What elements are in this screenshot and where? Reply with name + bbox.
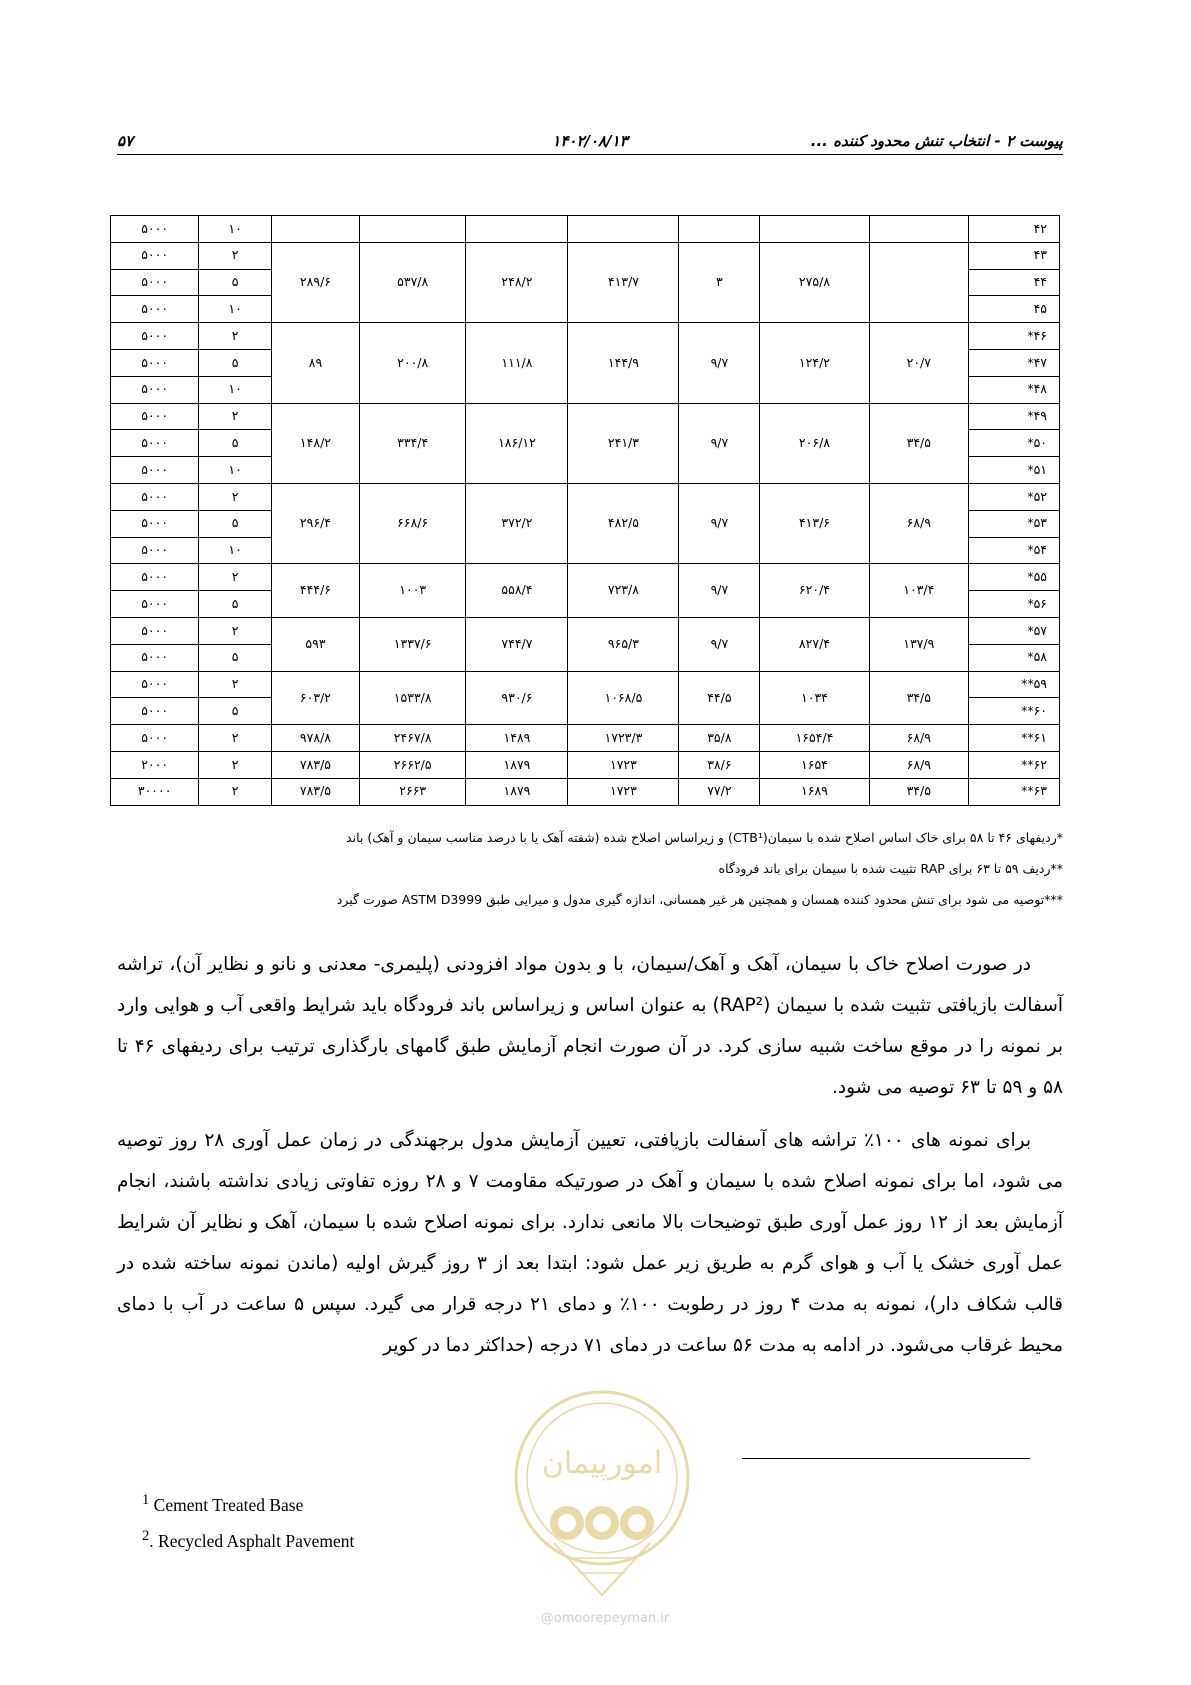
table-cell: ۲۴۸/۲ (466, 242, 568, 322)
table-note-2: **ردیف ۵۹ تا ۶۳ برای RAP تثبیت شده با سیمان برای باند فرودگاه (718, 861, 1063, 876)
table-cell: ۱۶۵۴ (760, 751, 869, 778)
table-cell: ۶۰۳/۲ (271, 671, 359, 725)
table-cell: ۱۰۰۳ (359, 564, 465, 618)
table-cell: ۲ (199, 242, 272, 269)
table-cell: ۵۰۰۰ (111, 483, 199, 510)
table-cell: ۹۳۰/۶ (466, 671, 568, 725)
row-id: ۴۷* (969, 349, 1060, 376)
table-cell: ۱۵۳۳/۸ (359, 671, 465, 725)
row-id: ۴۸* (969, 376, 1060, 403)
table-cell: ۱۳۳۷/۶ (359, 617, 465, 671)
row-id: ۵۹** (969, 671, 1060, 698)
row-id: ۴۶* (969, 323, 1060, 350)
table-cell: ۱۴۴/۹ (568, 323, 679, 403)
table-cell: ۵ (199, 269, 272, 296)
table-cell: ۱۴۸/۲ (271, 403, 359, 483)
row-id: ۴۹* (969, 403, 1060, 430)
table-cell: ۳ (679, 242, 760, 322)
table-cell: ۲ (199, 725, 272, 752)
paragraph: در صورت اصلاح خاک با سیمان، آهک و آهک/سیمان، با و بدون مواد افزودنی (پلیمری- معدنی و نانو و نظایر آن)، تراشه آسفالت بازیافتی تثبیت شده با سیمان (RAP²) به عنوان اساس و زیراساس باند فرودگاه باید شرایط واقعی آب و هوایی وارد بر نمونه را در موقع ساخت شبیه سازی کرد. در آن صورت انجام آزمایش طبق گامهای بارگذاری ترتیب برای ردیفهای ۴۶ تا ۵۸ و ۵۹ تا ۶۳ توصیه می شود. (117, 954, 1063, 1098)
footnote-2: $^2$. Recycled Asphalt Pavement (142, 1527, 355, 1551)
table-cell: ۱۶۵۴/۴ (760, 725, 869, 752)
table-cell: ۲۶۶۲/۵ (359, 751, 465, 778)
row-id: ۶۳** (969, 778, 1060, 805)
table-cell: ۲۶۶۳ (359, 778, 465, 805)
row-id: ۴۴ (969, 269, 1060, 296)
table-cell: ۳۸/۶ (679, 751, 760, 778)
row-id: ۵۳* (969, 510, 1060, 537)
page-number: ۵۷ (117, 132, 134, 150)
table-note-1: *ردیفهای ۴۶ تا ۵۸ برای خاک اساس اصلاح شده با سیمان(CTB¹) و زیراساس اصلاح شده (شفته آهک یا با درصد مناسب سیمان و آهک) باند (346, 830, 1063, 845)
table-cell: ۵۰۰۰ (111, 216, 199, 243)
table-cell: ۵۵۸/۴ (466, 564, 568, 618)
row-id: ۴۳ (969, 242, 1060, 269)
table-cell: ۱۸۶/۱۲ (466, 403, 568, 483)
table-cell: ۲۷۵/۸ (760, 242, 869, 322)
table-cell: ۲۰/۷ (869, 323, 969, 403)
table-cell: ۵ (199, 349, 272, 376)
table-cell (466, 216, 568, 243)
table-row (111, 403, 1060, 430)
table-row (111, 483, 1060, 510)
table-cell: ۶۸/۹ (869, 725, 969, 752)
table-cell: ۱۰ (199, 216, 272, 243)
table-cell: ۵۹۳ (271, 617, 359, 671)
table-cell: ۵۰۰۰ (111, 671, 199, 698)
table-cell (679, 216, 760, 243)
table-cell: ۳۴/۵ (869, 403, 969, 483)
table-cell: ۱۷۲۳ (568, 751, 679, 778)
table-cell: ۱۷۲۳ (568, 778, 679, 805)
table-cell: ۳۵/۸ (679, 725, 760, 752)
footnote-rule (742, 1458, 1030, 1459)
table-row (111, 725, 1060, 752)
row-id: ۵۰* (969, 430, 1060, 457)
row-id: ۵۵* (969, 564, 1060, 591)
table-cell: ۶۸/۹ (869, 751, 969, 778)
table-row (111, 751, 1060, 778)
header-title: پیوست ۲ - انتخاب تنش محدود کننده ... (810, 132, 1063, 150)
table-cell: ۵۰۰۰ (111, 617, 199, 644)
table-cell: ۴۴۴/۶ (271, 564, 359, 618)
table-cell: ۱۲۴/۲ (760, 323, 869, 403)
row-id: ۵۸* (969, 644, 1060, 671)
page-header (117, 128, 1063, 154)
table-cell: ۵۰۰۰ (111, 698, 199, 725)
table-cell: ۱۱۱/۸ (466, 323, 568, 403)
table-cell: ۱۰ (199, 457, 272, 484)
table-cell: ۵۰۰۰ (111, 591, 199, 618)
watermark-url: @omoorepeyman.ir (540, 1611, 670, 1626)
table-cell: ۱۶۸۹ (760, 778, 869, 805)
table-row (111, 617, 1060, 644)
table-cell: ۵۳۷/۸ (359, 242, 465, 322)
table-cell: ۹۷۸/۸ (271, 725, 359, 752)
table-cell: ۹/۷ (679, 323, 760, 403)
header-rule (117, 154, 1063, 155)
paragraph: برای نمونه های ۱۰۰٪ تراشه های آسفالت بازیافتی، تعیین آزمایش مدول برجهندگی در زمان عمل آوری ۲۸ روز توصیه می شود، اما برای نمونه اصلاح شده با سیمان و آهک در صورتیکه مقاومت ۷ و ۲۸ روزه تفاوتی زیادی نداشته باشند، انجام آزمایش بعد از ۱۲ روز عمل آوری طبق توضیحات بالا مانعی ندارد. برای نمونه اصلاح شده با سیمان، آهک و نظایر آن شرایط عمل آوری خشک یا آب و هوای گرم به طریق زیر عمل شود: ابتدا بعد از ۳ روز گیرش اولیه (ماندن نمونه ساخته شده در قالب شکاف دار)، نمونه به مدت ۴ روز در رطوبت ۱۰۰٪ و دمای ۲۱ درجه قرار می گیرد. سپس ۵ ساعت در آب با دمای محیط غرقاب می‌شود. در ادامه به مدت ۵۶ ساعت در دمای ۷۱ درجه (حداکثر دما در کویر (117, 1130, 1063, 1356)
row-id: ۵۷* (969, 617, 1060, 644)
table-cell: ۱۰۳۴ (760, 671, 869, 725)
table-cell: ۱۰ (199, 537, 272, 564)
table-row (111, 778, 1060, 805)
table-cell: ۱۳۷/۹ (869, 617, 969, 671)
table-cell: ۵۰۰۰ (111, 537, 199, 564)
table-cell: ۲۸۹/۶ (271, 242, 359, 322)
table-cell: ۵۰۰۰ (111, 564, 199, 591)
table-cell: ۵۰۰۰ (111, 242, 199, 269)
table-cell: ۲۹۶/۴ (271, 483, 359, 563)
table-cell (568, 216, 679, 243)
table-cell (760, 216, 869, 243)
table-cell: ۲ (199, 564, 272, 591)
table-row (111, 242, 1060, 269)
row-id: ۵۱* (969, 457, 1060, 484)
table-cell: ۲۰۶/۸ (760, 403, 869, 483)
table-cell (271, 216, 359, 243)
table-cell: ۹/۷ (679, 483, 760, 563)
table-cell: ۵۰۰۰ (111, 269, 199, 296)
table-cell: ۲ (199, 778, 272, 805)
table-row (111, 323, 1060, 350)
table-cell: ۱۸۷۹ (466, 751, 568, 778)
table-cell: ۲ (199, 403, 272, 430)
table-cell: ۵۰۰۰ (111, 725, 199, 752)
table-cell: ۳۴/۵ (869, 671, 969, 725)
table-cell: ۴۱۳/۷ (568, 242, 679, 322)
header-date: ۱۴۰۲/۰۸/۱۳ (552, 132, 628, 150)
table-cell (869, 216, 969, 243)
table-cell: ۸۹ (271, 323, 359, 403)
table-cell: ۵۰۰۰ (111, 644, 199, 671)
table-cell: ۸۲۷/۴ (760, 617, 869, 671)
table-cell: ۱۰ (199, 296, 272, 323)
table-cell: ۷۸۳/۵ (271, 751, 359, 778)
table-cell: ۵۰۰۰ (111, 323, 199, 350)
row-id: ۴۲ (969, 216, 1060, 243)
footnotes (142, 1485, 354, 1557)
table-cell: ۷۸۳/۵ (271, 778, 359, 805)
row-id: ۵۲* (969, 483, 1060, 510)
table-cell: ۳۰۰۰۰ (111, 778, 199, 805)
table-cell: ۷۴۴/۷ (466, 617, 568, 671)
table-row (111, 564, 1060, 591)
svg-text:امورپیمان: امورپیمان (541, 1446, 663, 1481)
row-id: ۵۴* (969, 537, 1060, 564)
table-cell: ۴۱۳/۶ (760, 483, 869, 563)
table-cell: ۲ (199, 617, 272, 644)
footnote-1: $^1$ Cement Treated Base (142, 1492, 304, 1515)
table-cell (359, 216, 465, 243)
table-cell: ۵۰۰۰ (111, 376, 199, 403)
table-cell: ۲۰۰۰ (111, 751, 199, 778)
table-cell: ۶۸/۹ (869, 483, 969, 563)
table-cell: ۱۰۶۸/۵ (568, 671, 679, 725)
table-cell: ۹/۷ (679, 617, 760, 671)
table-cell: ۳۴/۵ (869, 778, 969, 805)
table-cell: ۴۴/۵ (679, 671, 760, 725)
table-cell: ۵۰۰۰ (111, 403, 199, 430)
table-cell: ۵۰۰۰ (111, 457, 199, 484)
table-cell: ۱۷۲۳/۳ (568, 725, 679, 752)
table-cell: ۱۰۳/۴ (869, 564, 969, 618)
table-cell: ۹/۷ (679, 564, 760, 618)
table-cell: ۱۰ (199, 376, 272, 403)
table-cell: ۷۲۳/۸ (568, 564, 679, 618)
row-id: ۴۵ (969, 296, 1060, 323)
table-cell (869, 242, 969, 322)
table-cell: ۲ (199, 751, 272, 778)
table-row (111, 671, 1060, 698)
results-table (110, 215, 1060, 806)
table-cell: ۶۶۸/۶ (359, 483, 465, 563)
table-cell: ۴۸۲/۵ (568, 483, 679, 563)
table-cell: ۵۰۰۰ (111, 296, 199, 323)
table-cell: ۱۸۷۹ (466, 778, 568, 805)
table-cell: ۵ (199, 698, 272, 725)
table-cell: ۵ (199, 591, 272, 618)
table-cell: ۷۷/۲ (679, 778, 760, 805)
body-text (117, 944, 1063, 1366)
table-row (111, 216, 1060, 243)
table-cell: ۵۰۰۰ (111, 510, 199, 537)
table-cell: ۲ (199, 323, 272, 350)
row-id: ۶۰** (969, 698, 1060, 725)
table-cell: ۹۶۵/۳ (568, 617, 679, 671)
row-id: ۵۶* (969, 591, 1060, 618)
watermark-seal-icon (509, 1383, 695, 1605)
table-cell: ۵۰۰۰ (111, 349, 199, 376)
table-cell: ۵ (199, 644, 272, 671)
table-cell: ۵ (199, 430, 272, 457)
table-cell: ۳۳۴/۴ (359, 403, 465, 483)
table-cell: ۱۴۸۹ (466, 725, 568, 752)
table-cell: ۲۴۱/۳ (568, 403, 679, 483)
table-cell: ۵۰۰۰ (111, 430, 199, 457)
row-id: ۶۱** (969, 725, 1060, 752)
table-note-3: ***توصیه می شود برای تنش محدود کننده همسان و همچنین هر غیر همسانی، اندازه گیری مدول و میرایی طبق ASTM D3999 صورت گیرد (336, 892, 1063, 907)
table-cell: ۲۴۶۷/۸ (359, 725, 465, 752)
table-cell: ۹/۷ (679, 403, 760, 483)
table-cell: ۲ (199, 483, 272, 510)
table-cell: ۲ (199, 671, 272, 698)
table-cell: ۵ (199, 510, 272, 537)
row-id: ۶۲** (969, 751, 1060, 778)
table-cell: ۶۲۰/۴ (760, 564, 869, 618)
table-cell: ۳۷۲/۲ (466, 483, 568, 563)
table-cell: ۲۰۰/۸ (359, 323, 465, 403)
